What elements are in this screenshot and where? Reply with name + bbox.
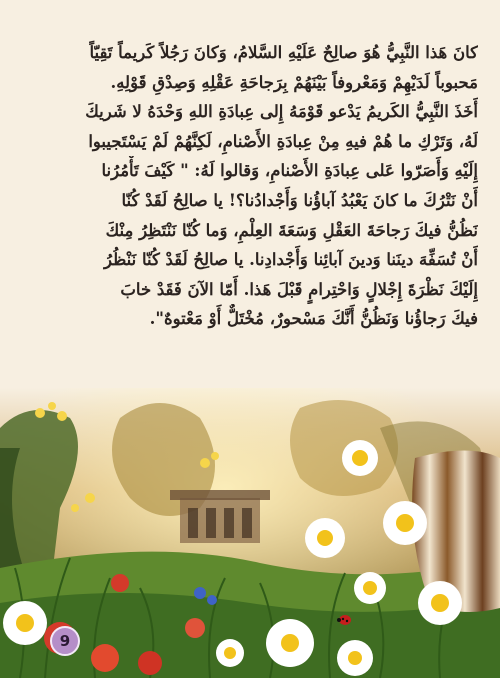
story-line: لَهُ، وَتَرْكِ ما هُمْ فيهِ مِنْ عِبادَةِ الأَصْنامِ، لَكِنَّهُمْ لَمْ يَسْتَجيبوا — [88, 131, 478, 151]
story-line: إِلَيْهِ وَأَصَرّوا عَلى عِبادَةِ الأَصْنامِ، وَقالوا لَهُ: " كَيْفَ تَأْمُرُنا — [101, 161, 478, 181]
story-text — [26, 38, 478, 334]
page-number-badge: 9 — [50, 626, 80, 656]
story-line: أَنْ تُسَفِّهَ دينَنا وَدينَ آبائِنا وَأَجْدادِنا. يا صالِحُ لَقَدْ كُنّا نَنْظُرُ — [104, 250, 478, 270]
story-line: إِلَيْكَ نَظْرَةَ إِجْلالٍ وَاحْتِرامٍ قَبْلَ هَذا. أَمّا الآنَ فَقَدْ خابَ — [120, 279, 478, 299]
story-line: مَحبوباً لَدَيْهِمْ وَمَعْروفاً بَيْنَهُمْ بِرَجاحَةِ عَقْلِهِ وَصِدْقِ قَوْلِهِ. — [110, 72, 478, 92]
story-line: كانَ هَذا النَّبِيُّ هُوَ صالِحٌ عَلَيْهِ السَّلامُ، وَكانَ رَجُلاً كَريماً تَقِيّاً — [89, 43, 478, 62]
ruin-building — [170, 490, 270, 543]
story-line: أَنْ نَتْرُكَ ما كانَ يَعْبُدُ آباؤُنا وَأَجْدادُنا؟! يا صالِحُ لَقَدْ كُنّا — [121, 190, 478, 210]
story-line: نَظُنُّ فيكَ رَجاحَةَ العَقْلِ وَسَعَةَ العِلْمِ، وَما كُنّا نَنْتَظِرُ مِنْكَ — [105, 220, 478, 240]
story-line: أَخَذَ النَّبِيُّ الكَريمُ يَدْعو قَوْمَهُ إِلى عِبادَةِ اللهِ وَحْدَهُ لا شَريكَ — [85, 102, 478, 122]
story-line: فيكَ رَجاؤُنا وَنَظُنُّ أَنَّكَ مَسْحورٌ، مُخْتَلٌّ أَوْ مَعْتوهٌ". — [149, 309, 478, 329]
